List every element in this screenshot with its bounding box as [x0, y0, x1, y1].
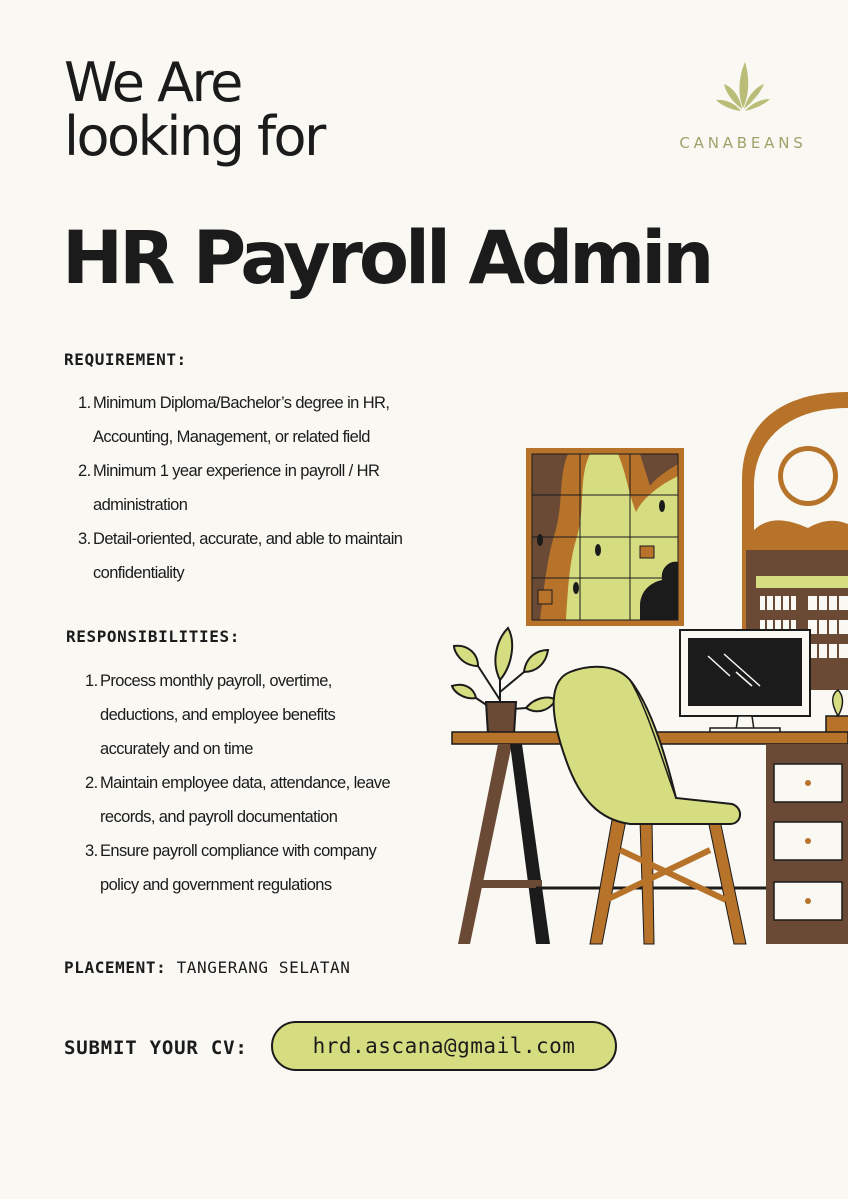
list-number: 2.: [85, 774, 98, 792]
requirement-heading: REQUIREMENT:: [64, 350, 187, 369]
potted-plant: [452, 628, 556, 734]
headline: [64, 51, 324, 168]
list-item-text: Accounting, Management, or related field: [93, 428, 370, 446]
list-item: [85, 664, 460, 766]
requirement-list: [78, 386, 453, 590]
list-number: 3.: [85, 842, 98, 860]
list-item-text: deductions, and employee benefits: [100, 706, 336, 724]
list-item-text: confidentiality: [93, 564, 184, 582]
responsibilities-list: [85, 664, 460, 902]
list-item-text: accurately and on time: [100, 740, 253, 758]
list-item: [85, 834, 460, 902]
list-item: [78, 522, 453, 590]
list-item-text: Maintain employee data, attendance, leave: [100, 774, 391, 792]
list-item: [78, 454, 453, 522]
submit-cv-label: SUBMIT YOUR CV:: [64, 1037, 248, 1059]
office-illustration: [440, 380, 848, 950]
list-item-text: Ensure payroll compliance with company: [100, 842, 377, 860]
list-item-text: administration: [93, 496, 188, 514]
email-link[interactable]: hrd.ascana@gmail.com: [271, 1021, 617, 1071]
placement-value: TANGERANG SELATAN: [176, 958, 351, 977]
list-item-text: Minimum 1 year experience in payroll / HR: [93, 462, 380, 480]
placement: [64, 958, 351, 977]
headline-line-2: looking for: [64, 105, 324, 168]
list-number: 2.: [78, 462, 91, 480]
placement-label: PLACEMENT:: [64, 958, 167, 977]
list-number: 1.: [78, 394, 91, 412]
computer-monitor: [680, 630, 810, 734]
list-item-text: Minimum Diploma/Bachelor’s degree in HR,: [93, 394, 390, 412]
logo-wordmark: CANABEANS: [679, 134, 807, 152]
responsibilities-heading: RESPONSIBILITIES:: [66, 627, 240, 646]
list-number: 1.: [85, 672, 98, 690]
list-item: [78, 386, 453, 454]
list-item-text: Process monthly payroll, overtime,: [100, 672, 332, 690]
job-title: HR Payroll Admin: [62, 216, 711, 301]
list-item-text: Detail-oriented, accurate, and able to maintain: [93, 530, 403, 548]
list-number: 3.: [78, 530, 91, 548]
list-item-text: records, and payroll documentation: [100, 808, 338, 826]
wall-painting: [526, 448, 684, 626]
list-item: [85, 766, 460, 834]
list-item-text: policy and government regulations: [100, 876, 332, 894]
leaf-icon: [714, 56, 774, 116]
headline-line-1: We Are: [64, 51, 241, 114]
company-logo: [666, 56, 820, 156]
